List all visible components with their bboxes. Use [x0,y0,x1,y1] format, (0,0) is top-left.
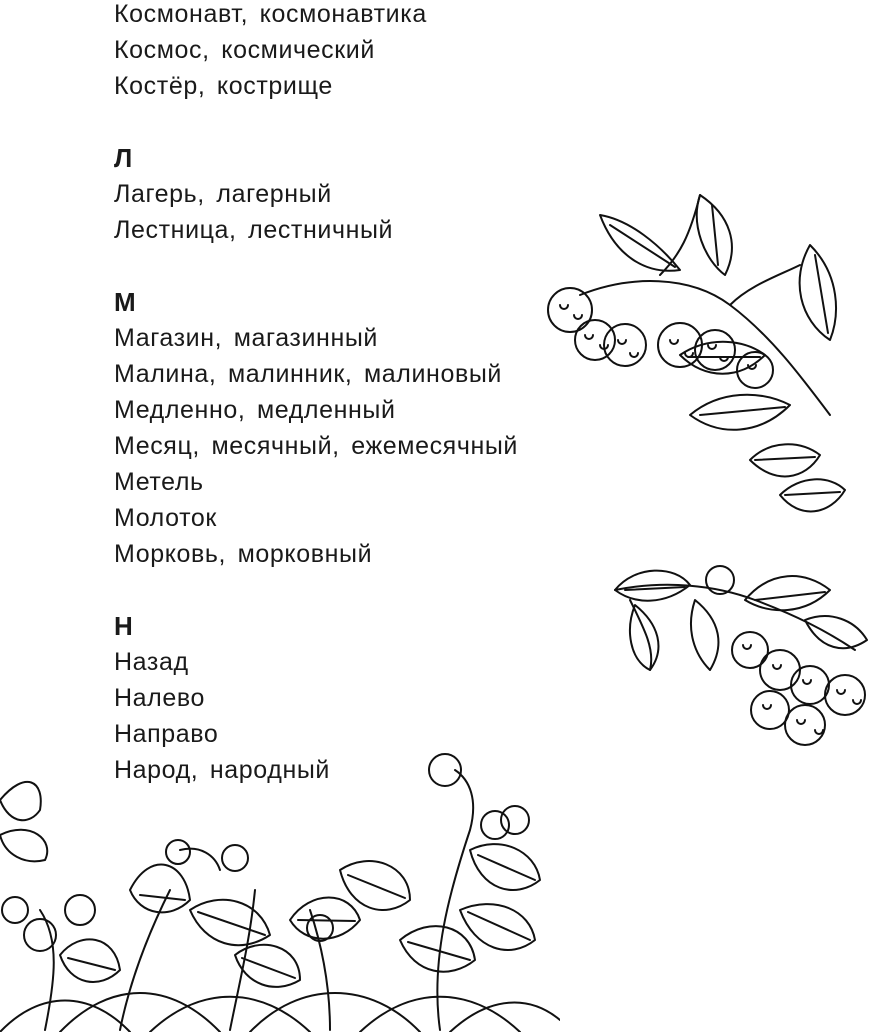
word-entry: Налево [114,684,205,712]
word-entry: Магазин, магазинный [114,324,378,352]
word-entry: Малина, малинник, малиновый [114,360,502,388]
raspberry-cluster-illustration [605,560,872,755]
word-entry: Молоток [114,504,217,532]
word-entry: Месяц, месячный, ежемесячный [114,432,518,460]
word-entry: Назад [114,648,189,676]
section-l [114,144,518,252]
word-entry: Космонавт, космонавтика [114,0,427,28]
section-k [114,0,518,108]
word-entry: Морковь, морковный [114,540,373,568]
strawberry-plants-illustration [0,740,560,1032]
word-entry: Метель [114,468,204,496]
word-entry: Космос, космический [114,36,375,64]
word-entry: Народ, народный [114,756,330,784]
word-list [114,0,518,792]
word-entry: Костёр, кострище [114,72,333,100]
word-entry: Лестница, лестничный [114,216,394,244]
word-entry: Медленно, медленный [114,396,396,424]
section-m [114,288,518,576]
section-letter: Н [114,611,134,641]
word-entry: Лагерь, лагерный [114,180,332,208]
section-letter: М [114,287,137,317]
section-letter: Л [114,143,133,173]
raspberry-branch-illustration [540,175,872,545]
word-entry: Направо [114,720,219,748]
